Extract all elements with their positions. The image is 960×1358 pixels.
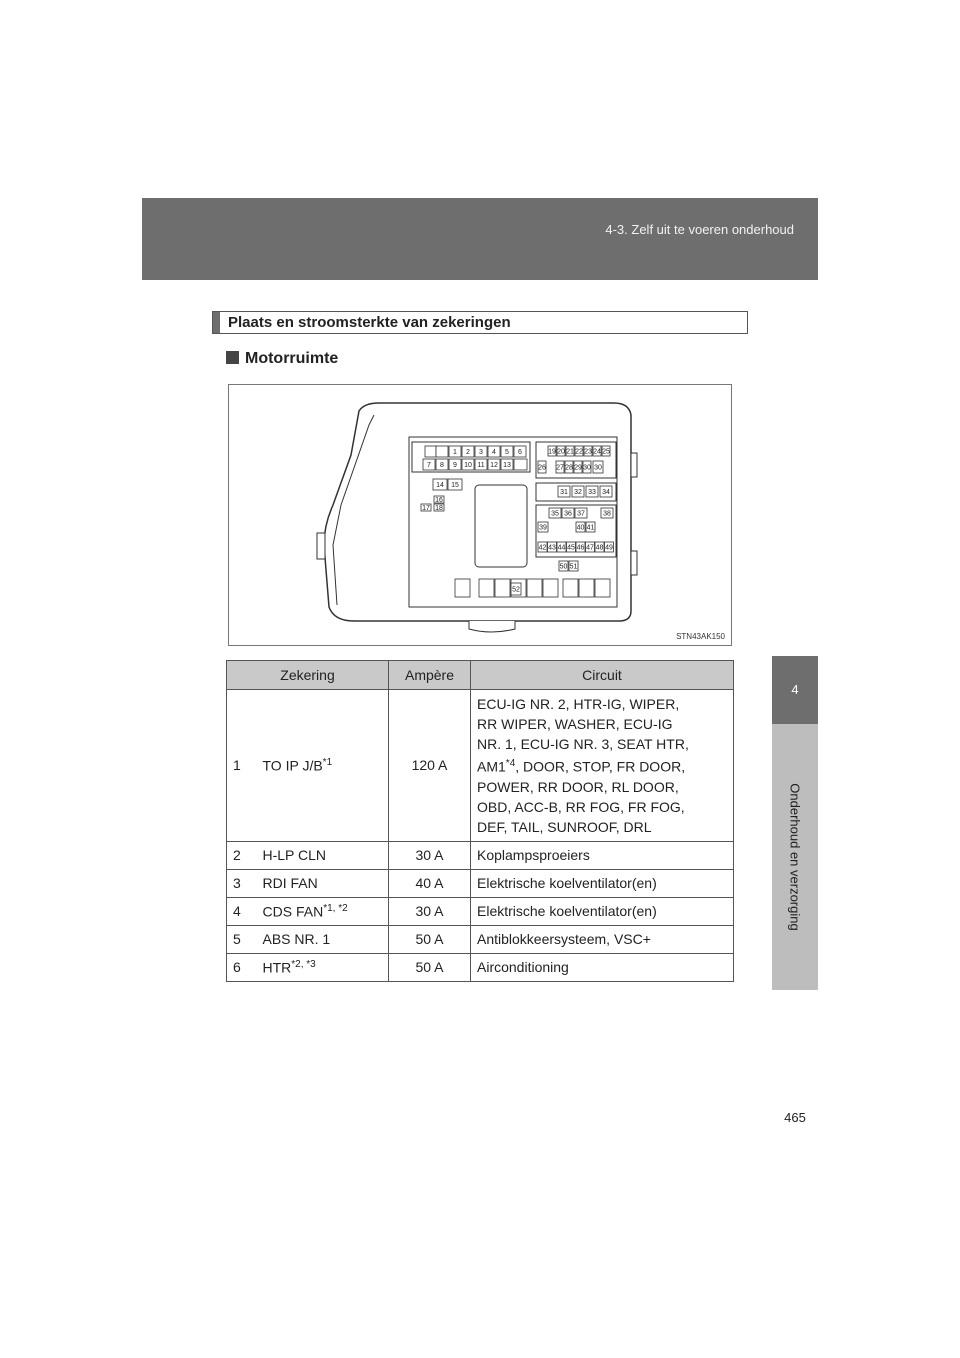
- fuse-slot-label: 36: [564, 510, 572, 518]
- fuse-slot-blank: [436, 446, 448, 457]
- fuse-slot-label: 16: [435, 497, 443, 504]
- fuse-slot-label: 3: [479, 449, 483, 456]
- subheading-text: Motorruimte: [245, 350, 339, 367]
- header-band: [142, 198, 818, 280]
- fuse-slot-label: 51: [569, 563, 578, 571]
- fuse-slot-label: 12: [490, 462, 498, 469]
- fuse-slot-label: 6: [518, 449, 522, 456]
- circuit-line: OBD, ACC-B, RR FOG, FR FOG,: [477, 798, 685, 815]
- fuse-box-diagram: [228, 384, 732, 646]
- fuse-amperage: 50 A: [389, 925, 471, 953]
- table-row: [227, 841, 734, 869]
- table-row: [227, 953, 734, 981]
- fuse-number: 5: [227, 925, 257, 953]
- section-heading: [212, 311, 748, 334]
- fuse-slot-label: 32: [574, 489, 582, 496]
- fuse-slot-label: 7: [427, 462, 431, 469]
- fuse-number: 2: [227, 841, 257, 869]
- fuse-number: 1: [227, 690, 257, 842]
- relay-block: [475, 485, 527, 567]
- circuit-line: ECU-IG NR. 2, HTR-IG, WIPER,: [477, 696, 680, 712]
- fuse-slot-label: 35: [551, 510, 559, 518]
- circuit-line: RR WIPER, WASHER, ECU-IG: [477, 716, 673, 732]
- fuse-slot-label: 11: [477, 462, 485, 469]
- circuit-line: POWER, RR DOOR, RL DOOR,: [477, 778, 679, 795]
- fuse-slot-label: 30: [583, 464, 591, 472]
- fuse-slot-label: 23: [584, 448, 592, 456]
- fuse-slot-label: 2: [466, 449, 470, 456]
- fuse-slot-label: 27: [556, 464, 564, 472]
- fuse-slot-label: 19: [548, 448, 556, 456]
- right-tab-top: [631, 453, 637, 477]
- fuse-slot-label: 29: [574, 464, 582, 472]
- circuit-am1-footnote: *4: [505, 758, 516, 769]
- fuse-slot-label: 15: [451, 482, 459, 489]
- fuse-name-footnote: *1: [322, 757, 333, 768]
- chapter-label-text: Onderhoud en verzorging: [787, 783, 803, 931]
- circuit-line: [477, 754, 727, 777]
- fuse-name: [257, 925, 389, 953]
- fuse-number: 6: [227, 953, 257, 981]
- square-bullet-icon: [226, 351, 239, 364]
- fuse-slot-label: 38: [603, 510, 611, 518]
- fuse-amperage: 30 A: [389, 841, 471, 869]
- fuse-row-7-13: [423, 459, 527, 470]
- relay-slot: [579, 579, 594, 597]
- fuse-slot-label: 4: [492, 449, 496, 456]
- fuse-slot-label: 41: [586, 524, 595, 532]
- fuse-slot-label: 44: [557, 544, 566, 552]
- fuse-name-text: HTR: [262, 959, 292, 976]
- fuse-slot-label: 25: [602, 448, 610, 456]
- fuse-name-text: RDI FAN: [262, 875, 318, 892]
- fuse-slot-label: 52: [512, 586, 520, 594]
- fuse-slot-label: 22: [575, 448, 583, 456]
- fuse-name-text: TO IP J/B: [262, 757, 323, 774]
- relay-slot: [479, 579, 494, 597]
- right-tab-bottom: [631, 551, 637, 575]
- fuse-name: [257, 953, 389, 981]
- fuse-slot-label: 30: [594, 464, 602, 472]
- heading-text: Plaats en stroomsterkte van zekeringen: [228, 314, 511, 331]
- relay-slot: [527, 579, 542, 597]
- table-row: [227, 690, 734, 842]
- fuse-slot-label: 46: [576, 544, 585, 552]
- fuse-circuit: Elektrische koelventilator(en): [471, 869, 734, 897]
- heading-accent: [213, 312, 220, 333]
- fuse-circuit: Antiblokkeersysteem, VSC+: [471, 925, 734, 953]
- fuse-row-1-6: [425, 446, 526, 457]
- fuse-circuit: Elektrische koelventilator(en): [471, 897, 734, 925]
- fuse-name: [257, 897, 389, 925]
- header-zekering: Zekering: [227, 661, 389, 690]
- fuse-amperage: 50 A: [389, 953, 471, 981]
- fuse-slot-label: 13: [503, 462, 511, 469]
- fuse-circuit: Koplampsproeiers: [471, 841, 734, 869]
- fuse-name-text: CDS FAN: [262, 903, 324, 920]
- fuse-slot-label: 43: [548, 544, 556, 552]
- fuse-number: 4: [227, 897, 257, 925]
- relay-slot: [455, 579, 470, 597]
- fuse-slot-label: 26: [538, 464, 546, 472]
- circuit-line: NR. 1, ECU-IG NR. 3, SEAT HTR,: [477, 736, 689, 752]
- chapter-number-tab: 4: [772, 656, 818, 724]
- relay-slot: [563, 579, 578, 597]
- fuse-slot-label: 28: [565, 464, 573, 472]
- fuse-name-footnote: *2, *3: [291, 958, 316, 970]
- fuse-slot-label: 8: [440, 462, 444, 469]
- fuse-slot-label: 20: [557, 448, 565, 456]
- fuse-slot-label: 9: [453, 462, 457, 469]
- fuse-slot-label: 18: [435, 505, 443, 512]
- fuse-amperage: 30 A: [389, 897, 471, 925]
- fuse-slot-label: 48: [595, 544, 604, 552]
- fuse-name: [257, 690, 389, 842]
- fuse-name-text: ABS NR. 1: [262, 931, 331, 948]
- fuse-name: [257, 841, 389, 869]
- fuse-box-illustration: [229, 385, 731, 645]
- subheading: [226, 350, 338, 368]
- relay-slot: [595, 579, 610, 597]
- fuse-slot-label: 24: [593, 448, 601, 456]
- diagram-code: STN43AK150: [676, 632, 725, 641]
- fuse-slot-label: 39: [539, 524, 547, 532]
- circuit-line: DEF, TAIL, SUNROOF, DRL: [477, 818, 652, 835]
- fuse-table: [226, 660, 734, 982]
- fuse-slot-label: 37: [577, 510, 585, 518]
- table-row: [227, 869, 734, 897]
- table-row: [227, 925, 734, 953]
- relay-slot: [495, 579, 510, 597]
- fuse-slot-label: 50: [559, 563, 568, 571]
- bottom-latch: [469, 621, 515, 632]
- fuse-name-footnote: *1, *2: [323, 902, 348, 914]
- fuse-slot-label: 33: [588, 489, 596, 496]
- fuse-slot-label: 10: [464, 462, 472, 469]
- relay-slot: [543, 579, 558, 597]
- fuse-circuit: [471, 690, 734, 842]
- header-circuit: Circuit: [471, 661, 734, 690]
- fuse-slot-label: 45: [567, 544, 575, 552]
- section-title: 4-3. Zelf uit te voeren onderhoud: [605, 222, 794, 237]
- fuse-slot-label: 31: [560, 489, 568, 496]
- fuse-slot-label: 17: [422, 505, 430, 512]
- table-row: [227, 897, 734, 925]
- circuit-am1: AM1: [477, 758, 506, 775]
- page-number: 465: [784, 1110, 806, 1125]
- left-connector: [317, 533, 325, 559]
- fuse-amperage: 40 A: [389, 869, 471, 897]
- fuse-slot-label: 1: [453, 449, 457, 456]
- fuse-name: [257, 869, 389, 897]
- fuse-slot-label: 5: [505, 449, 509, 456]
- fuse-slot-label: 21: [566, 448, 574, 456]
- fuse-number: 3: [227, 869, 257, 897]
- fuse-name-text: H-LP CLN: [262, 847, 327, 864]
- fuse-slot-blank: [514, 459, 527, 470]
- fuse-slot-label: 42: [538, 544, 547, 552]
- fuse-slot-label: 14: [436, 482, 444, 489]
- circuit-am1-rest: , DOOR, STOP, FR DOOR,: [515, 758, 686, 775]
- fuse-slot-label: 40: [576, 524, 585, 532]
- fuse-circuit: Airconditioning: [471, 953, 734, 981]
- fuse-slot-label: 49: [605, 544, 613, 552]
- fuse-slot-blank: [425, 446, 436, 457]
- fuse-slot-label: 34: [602, 489, 610, 496]
- fuse-slot-label: 47: [586, 544, 594, 552]
- table-header-row: [227, 661, 734, 690]
- fuse-amperage: 120 A: [389, 690, 471, 842]
- header-ampere: Ampère: [389, 661, 471, 690]
